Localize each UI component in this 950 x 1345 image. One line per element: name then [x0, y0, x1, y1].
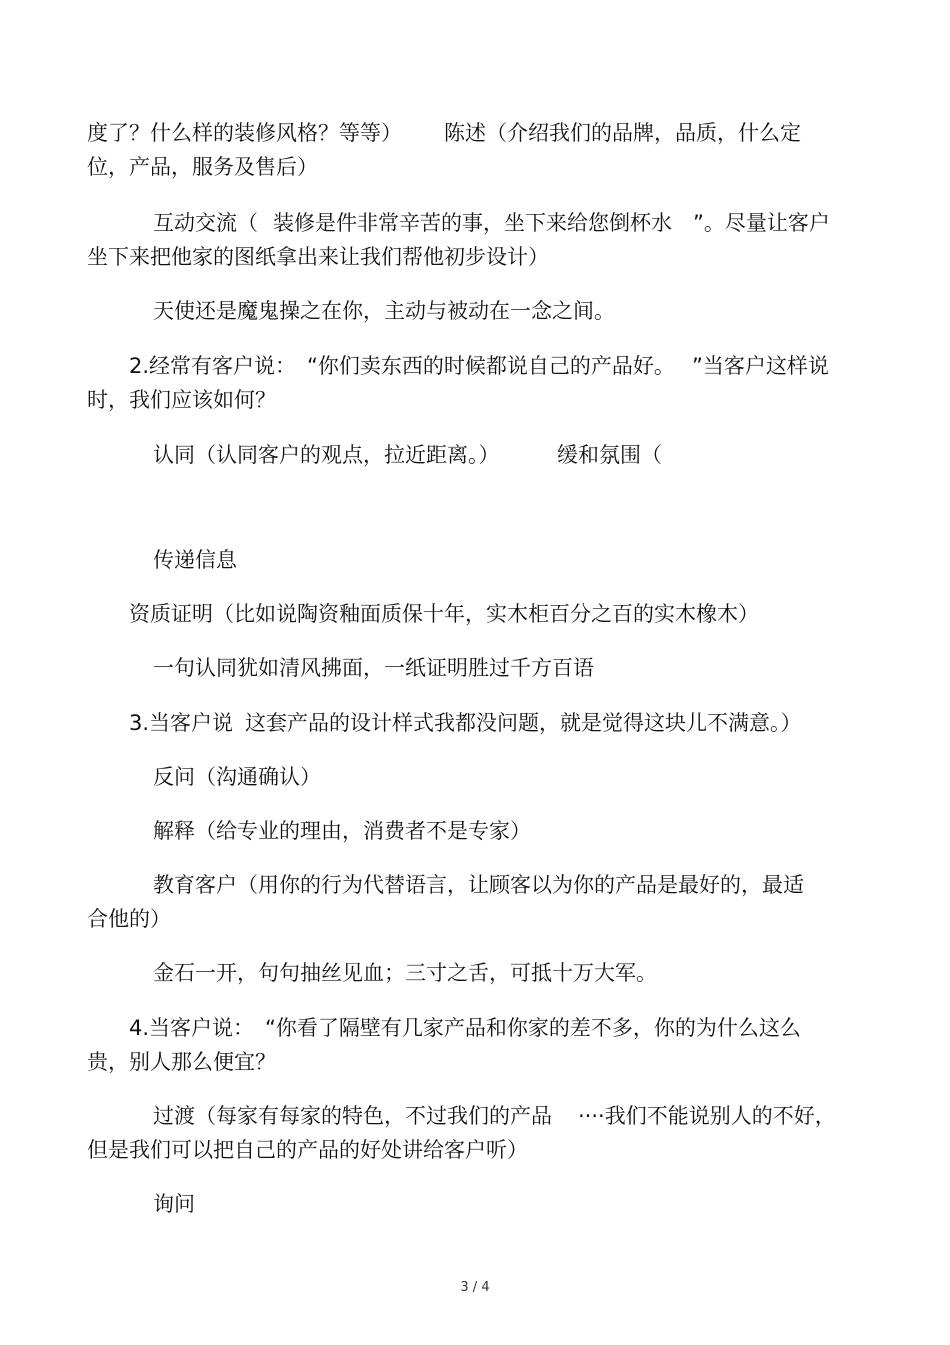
text-line: 金石一开，句句抽丝见血；三寸之舌，可抵十万大军。: [153, 961, 657, 985]
text-segment: 装修是件非常辛苦的事，坐下来给您倒杯水: [273, 211, 672, 235]
text-segment: 过渡（每家有每家的特色，不过我们的产品: [153, 1104, 552, 1128]
text-segment: 这套产品的设计样式我都没问题，就是觉得这块儿不满意。）: [245, 711, 802, 735]
text-segment: ”当客户这样说: [692, 354, 829, 378]
text-line: 但是我们可以把自己的产品的好处讲给客户听）: [87, 1138, 528, 1162]
text-segment: 度了？什么样的装修风格？等等）: [87, 121, 402, 145]
text-line: 解释（给专业的理由，消费者不是专家）: [153, 819, 531, 843]
text-segment: 缓和氛围（: [557, 443, 662, 467]
text-line: 一句认同犹如清风拂面，一纸证明胜过千方百语: [153, 656, 594, 680]
page-number: 3 / 4: [460, 1280, 490, 1295]
text-segment: 互动交流（: [153, 211, 258, 235]
text-segment: 陈述（介绍我们的品牌，品质，什么定: [444, 121, 801, 145]
text-segment: 2.经常有客户说：: [129, 354, 297, 378]
text-line: 时，我们应该如何？: [87, 388, 276, 412]
text-segment: ····我们不能说别人的不好，: [578, 1104, 836, 1128]
text-segment: “你看了隔壁有几家产品和你家的差不多，你的为什么这么: [265, 1016, 801, 1040]
text-segment: ”。尽量让客户: [693, 211, 830, 235]
text-line: 反问（沟通确认）: [153, 765, 321, 789]
text-segment: “你们卖东西的时候都说自己的产品好。: [307, 354, 675, 378]
text-line: 坐下来把他家的图纸拿出来让我们帮他初步设计）: [87, 245, 549, 269]
text-line: [153, 442, 662, 546]
text-line: 教育客户（用你的行为代替语言，让顾客以为你的产品是最好的，最适: [153, 873, 804, 897]
text-line: 位，产品，服务及售后）: [87, 155, 318, 179]
text-line: 传递信息: [153, 548, 237, 572]
text-line: 合他的）: [87, 907, 171, 931]
text-line: 询问: [153, 1192, 195, 1216]
text-segment: 3.当客户说: [129, 711, 234, 735]
text-segment: 认同（认同客户的观点，拉近距离。）: [153, 443, 500, 467]
text-line: 贵，别人那么便宜？: [87, 1050, 276, 1074]
text-segment: 4.当客户说：: [129, 1016, 255, 1040]
text-line: 天使还是魔鬼操之在你，主动与被动在一念之间。: [153, 299, 615, 323]
text-line: 资质证明（比如说陶资釉面质保十年，实木柜百分之百的实木橡木）: [129, 602, 759, 626]
